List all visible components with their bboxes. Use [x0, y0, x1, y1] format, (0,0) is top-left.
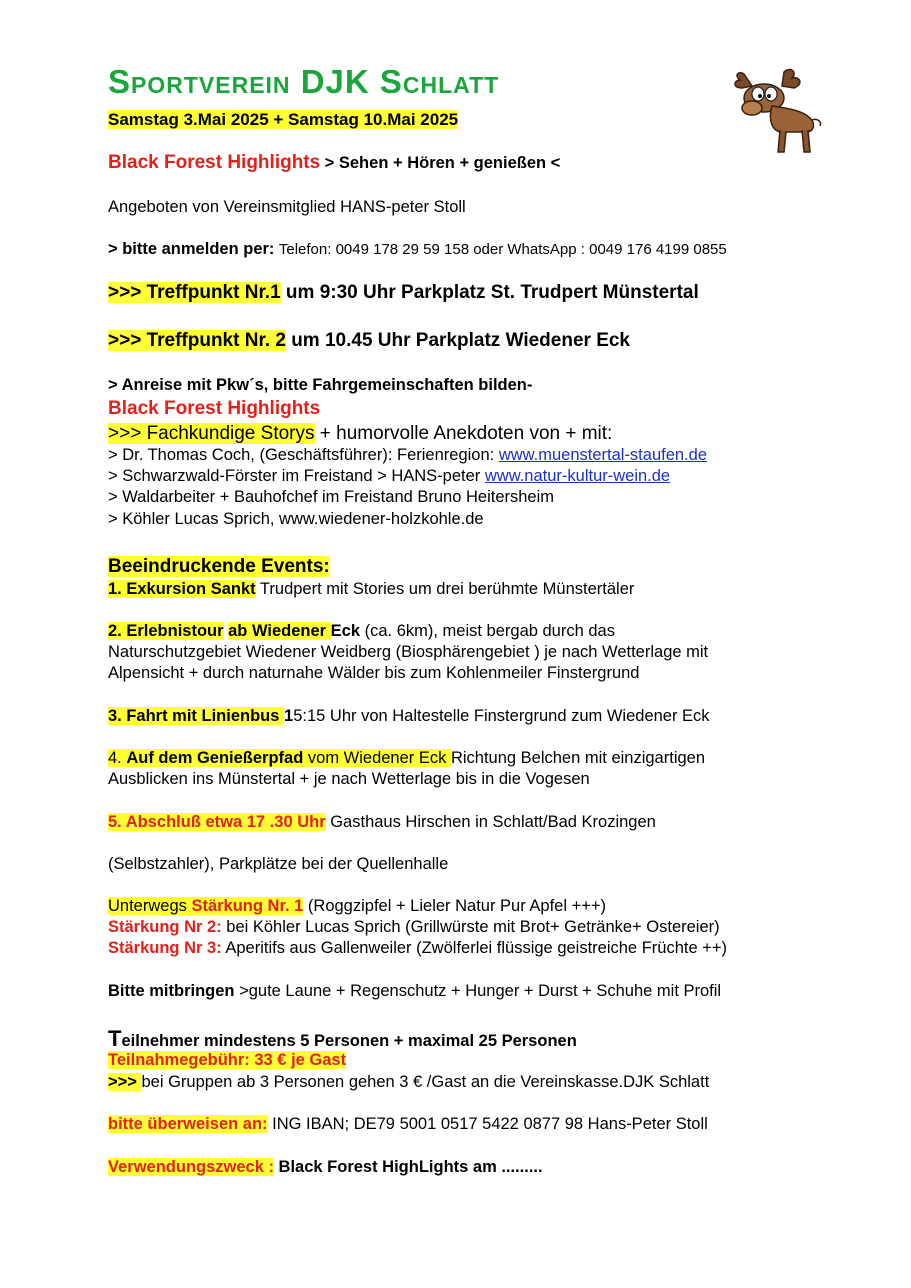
page-title: Sportverein DJK Schlatt	[108, 63, 500, 100]
storys-heading: Black Forest Highlights	[108, 398, 321, 419]
link-muenstertal[interactable]: www.muenstertal-staufen.de	[498, 446, 707, 464]
bank-transfer: bitte überweisen an: ING IBAN; DE79 5001 0517 5422 0877 98 Hans-Peter Stoll	[108, 1115, 708, 1133]
meeting-point-2: >>> Treffpunkt Nr. 2 um 10.45 Uhr Parkplatz Wiedener Eck	[108, 330, 630, 351]
refreshment-2: Stärkung Nr 2: bei Köhler Lucas Sprich (Grillwürste mit Brot+ Getränke+ Ostereier)	[108, 918, 720, 936]
events-heading: Beeindruckende Events:	[108, 556, 330, 577]
storyteller-4: > Köhler Lucas Sprich, www.wiedener-holzkohle.de	[108, 510, 484, 528]
registration-line	[108, 240, 727, 259]
event-tagline: > Sehen + Hören + genießen <	[324, 154, 561, 172]
event-4: 4. Auf dem Genießerpfad vom Wiedener Eck Richtung Belchen mit einzigartigen	[108, 749, 706, 767]
bring-along: Bitte mitbringen >gute Laune + Regenschutz + Hunger + Durst + Schuhe mit Profil	[108, 982, 722, 1000]
event-5: 5. Abschluß etwa 17 .30 Uhr Gasthaus Hirschen in Schlatt/Bad Krozingen	[108, 813, 656, 831]
storyteller-1: > Dr. Thomas Coch, (Geschäftsführer): Ferienregion: www.muenstertal-staufen.de	[108, 446, 707, 464]
event-3: 3. Fahrt mit Linienbus 15:15 Uhr von Haltestelle Finstergrund zum Wiedener Eck	[108, 707, 710, 725]
offered-by: Angeboten von Vereinsmitglied HANS-peter Stoll	[108, 198, 466, 216]
refreshment-3: Stärkung Nr 3: Aperitifs aus Gallenweiler (Zwölferlei flüssige geistreiche Früchte ++)	[108, 939, 727, 957]
moose-cartoon-icon	[724, 66, 828, 158]
register-contact: Telefon: 0049 178 29 59 158 oder WhatsApp : 0049 176 4199 0855	[278, 241, 727, 258]
event-name: Black Forest Highlights	[108, 152, 321, 173]
storyteller-3: > Waldarbeiter + Bauhofchef im Freistand Bruno Heitersheim	[108, 488, 555, 506]
storyteller-2: > Schwarzwald-Förster im Freistand > HANS-peter www.natur-kultur-wein.de	[108, 467, 671, 485]
storys-intro: >>> Fachkundige Storys + humorvolle Anekdoten von + mit:	[108, 423, 613, 444]
event-headline	[108, 152, 560, 174]
event-dates: Samstag 3.Mai 2025 + Samstag 10.Mai 2025	[108, 110, 459, 129]
event-4-line-2: Ausblicken ins Münstertal + je nach Wetterlage bis in die Vogesen	[108, 770, 590, 788]
participants-line: Teilnehmer mindestens 5 Personen + maximal 25 Personen	[108, 1026, 577, 1051]
event-2-line-2: Naturschutzgebiet Wiedener Weidberg (Biosphärengebiet ) je nach Wetterlage mit	[108, 643, 709, 661]
event-1: 1. Exkursion Sankt Trudpert mit Stories um drei berühmte Münstertäler	[108, 580, 635, 598]
link-natur-kultur-wein[interactable]: www.natur-kultur-wein.de	[484, 467, 671, 485]
travel-note: > Anreise mit Pkw´s, bitte Fahrgemeinschaften bilden-	[108, 376, 533, 394]
group-discount: >>> bei Gruppen ab 3 Personen gehen 3 € /Gast an die Vereinskasse.DJK Schlatt	[108, 1073, 710, 1091]
participation-fee: Teilnahmegebühr: 33 € je Gast	[108, 1051, 347, 1069]
register-label: > bitte anmelden per:	[108, 240, 275, 258]
event-2-line-3: Alpensicht + durch naturnahe Wälder bis zum Kohlenmeiler Finstergrund	[108, 664, 640, 682]
event-2: 2. Erlebnistour ab Wiedener Eck (ca. 6km), meist bergab durch das	[108, 622, 615, 640]
event-5-line-2: (Selbstzahler), Parkplätze bei der Quellenhalle	[108, 855, 449, 873]
refreshment-1: Unterwegs Stärkung Nr. 1 (Roggzipfel + Lieler Natur Pur Apfel +++)	[108, 897, 606, 915]
meeting-point-1: >>> Treffpunkt Nr.1 um 9:30 Uhr Parkplatz St. Trudpert Münstertal	[108, 282, 699, 303]
payment-purpose: Verwendungszweck : Black Forest HighLights am .........	[108, 1158, 543, 1176]
